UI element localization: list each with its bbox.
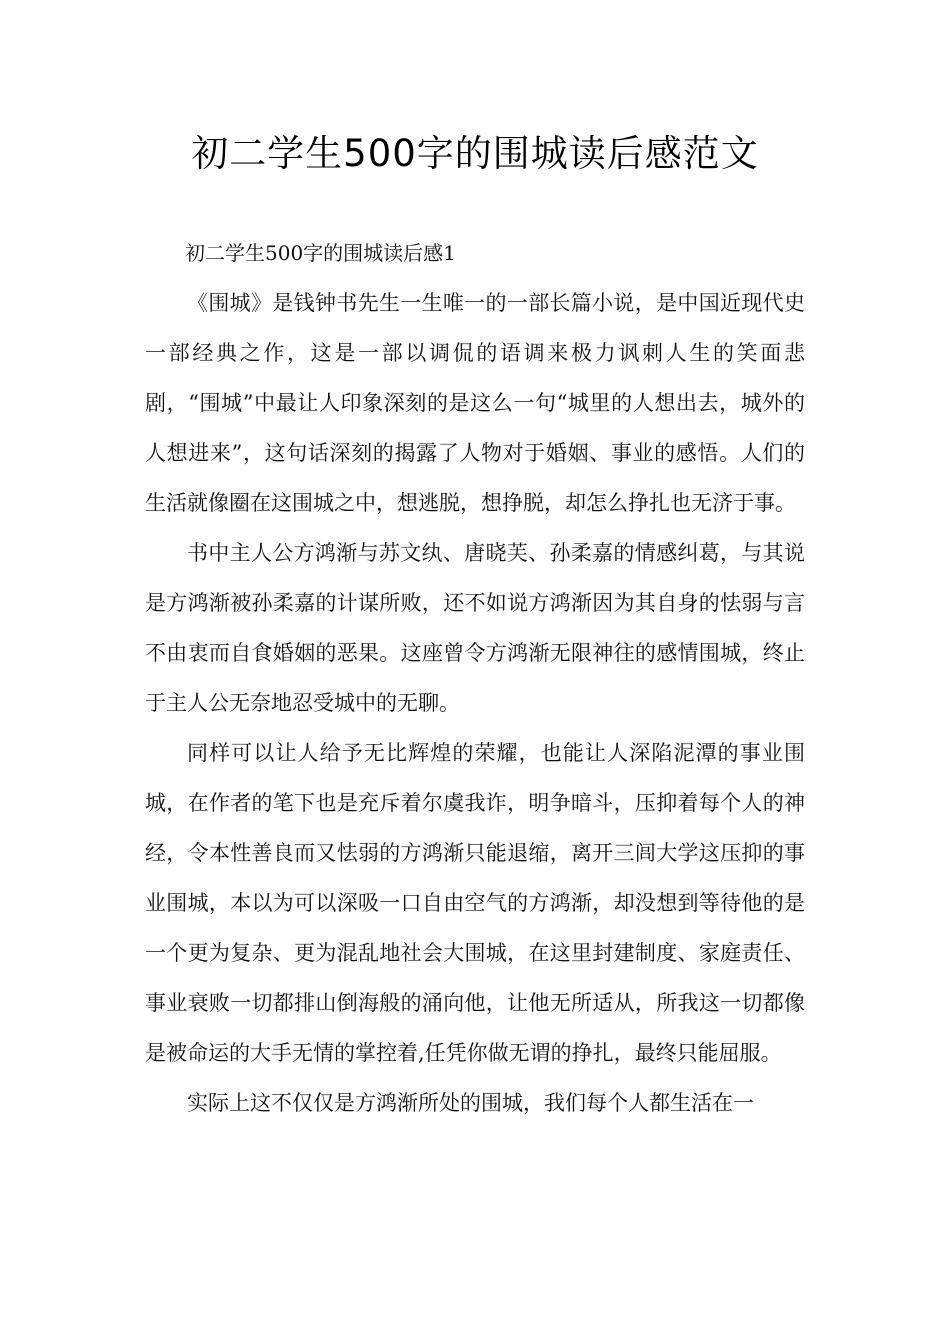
document-title: 初二学生500字的围城读后感范文 [191, 132, 759, 175]
section-subtitle: 初二学生500字的围城读后感1 [185, 241, 456, 265]
paragraph-3: 同样可以让人给予无比辉煌的荣耀，也能让人深陷泥潭的事业围城，在作者的笔下也是充斥着尔虞我诈，明争暗斗，压抑着每个人的神经，令本性善良而又怯弱的方鸿渐只能退缩，离开三闾大学这压抑的事业围城，本以为可以深吸一口自由空气的方鸿渐，却没想到等待他的是一个更为复杂、更为混乱地社会大围城，在这里封建制度、家庭责任、事业衰败一切都排山倒海般的涌向他，让他无所适从，所我这一切都像是被命运的大手无情的掌控着,任凭你做无谓的挣扎，最终只能屈服。 [145, 741, 805, 1065]
paragraph-4: 实际上这不仅仅是方鸿渐所处的围城，我们每个人都生活在一 [187, 1091, 754, 1115]
paragraph-1: 《围城》是钱钟书先生一生唯一的一部长篇小说，是中国近现代史一部经典之作，这是一部以调侃的语调来极力讽刺人生的笑面悲剧，“围城”中最让人印象深刻的是这么一句“城里的人想出去，城外的人想进来”，这句话深刻的揭露了人物对于婚姻、事业的感悟。人们的生活就像圈在这围城之中，想逃脱，想挣脱，却怎么挣扎也无济于事。 [145, 291, 805, 515]
document-body [145, 228, 805, 1128]
paragraph-2: 书中主人公方鸿渐与苏文纨、唐晓芙、孙柔嘉的情感纠葛，与其说是方鸿渐被孙柔嘉的计谋所败，还不如说方鸿渐因为其自身的怯弱与言不由衷而自食婚姻的恶果。这座曾令方鸿渐无限神往的感情围城，终止于主人公无奈地忍受城中的无聊。 [145, 541, 805, 715]
